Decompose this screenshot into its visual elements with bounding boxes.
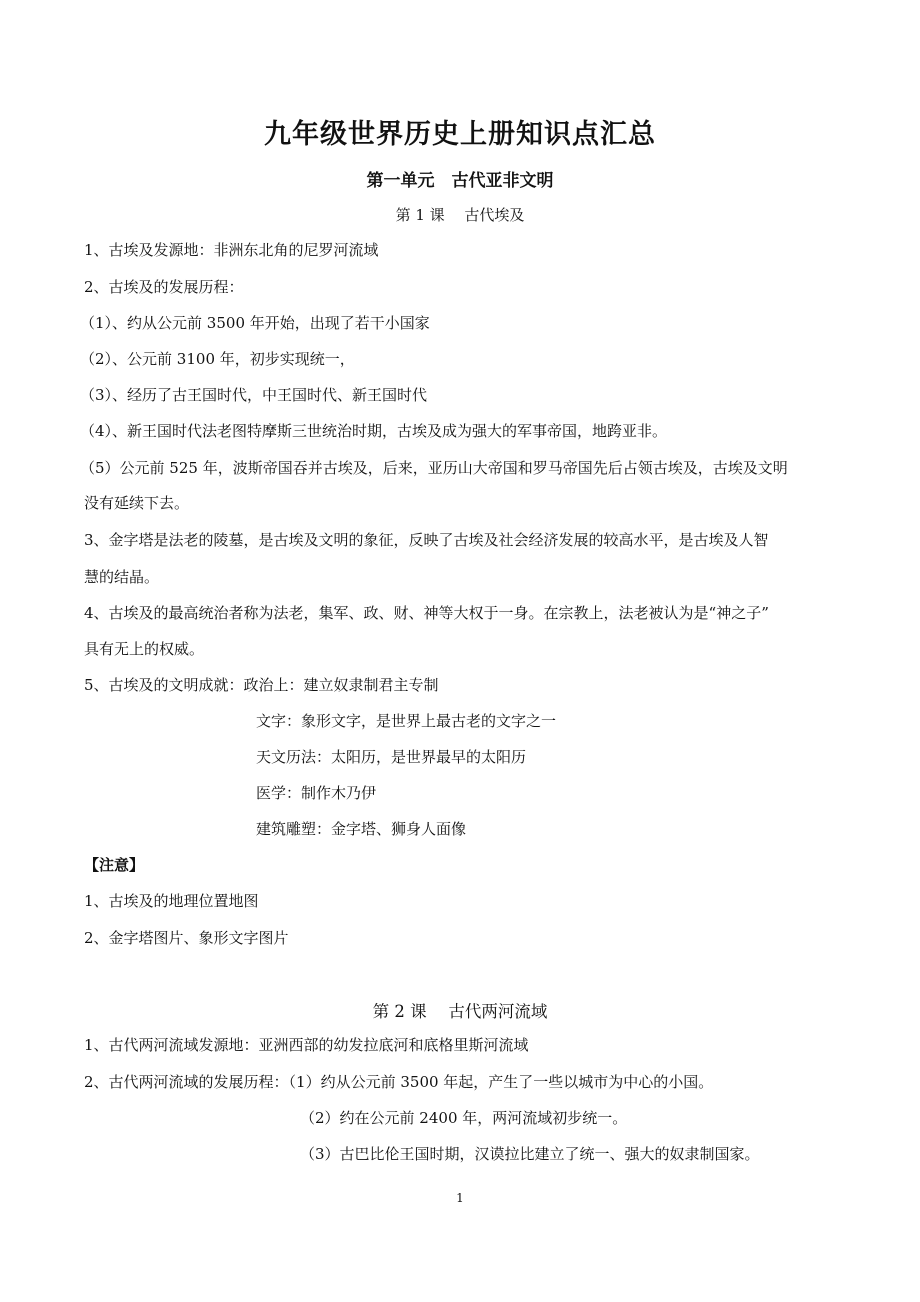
page-number: 1 — [456, 1191, 464, 1205]
paragraph-line: 1、古埃及发源地：非洲东北角的尼罗河流域 — [84, 241, 379, 259]
lesson-2-heading: 第 2 课 古代两河流域 — [372, 1002, 548, 1021]
paragraph-line: 没有延续下去。 — [84, 494, 190, 512]
paragraph-line: 1、古埃及的地理位置地图 — [84, 892, 259, 910]
paragraph-line: 2、金字塔图片、象形文字图片 — [84, 929, 289, 947]
note-heading: 【注意】 — [84, 856, 145, 874]
paragraph-line: （2）约在公元前 2400 年，两河流域初步统一。 — [300, 1109, 628, 1127]
paragraph-line: （3）、经历了古王国时代，中王国时代、新王国时代 — [80, 386, 428, 404]
paragraph-line: 慧的结晶。 — [84, 568, 160, 586]
paragraph-line: 1、古代两河流域发源地：亚洲西部的幼发拉底河和底格里斯河流域 — [84, 1036, 529, 1054]
paragraph-line: 2、古埃及的发展历程： — [84, 278, 244, 296]
paragraph-line: （5）公元前 525 年，波斯帝国吞并古埃及，后来，亚历山大帝国和罗马帝国先后占领古埃及，古埃及文明 — [80, 459, 788, 477]
paragraph-line: 4、古埃及的最高统治者称为法老，集军、政、财、神等大权于一身。在宗教上，法老被认为是“神之子” — [84, 604, 769, 622]
unit-heading: 第一单元 古代亚非文明 — [366, 171, 554, 191]
paragraph-line: （4）、新王国时代法老图特摩斯三世统治时期，古埃及成为强大的军事帝国，地跨亚非。 — [80, 422, 668, 440]
paragraph-line: 5、古埃及的文明成就：政治上：建立奴隶制君主专制 — [84, 676, 439, 694]
paragraph-line: 天文历法：太阳历，是世界最早的太阳历 — [256, 748, 527, 766]
paragraph-line: 医学：制作木乃伊 — [256, 784, 377, 802]
paragraph-line: 文字：象形文字，是世界上最古老的文字之一 — [256, 712, 557, 730]
document-title: 九年级世界历史上册知识点汇总 — [264, 119, 656, 150]
paragraph-line: （3）古巴比伦王国时期，汉谟拉比建立了统一、强大的奴隶制国家。 — [300, 1145, 760, 1163]
paragraph-line: 3、金字塔是法老的陵墓，是古埃及文明的象征，反映了古埃及社会经济发展的较高水平，是古埃及人智 — [84, 531, 769, 549]
paragraph-line: （1）、约从公元前 3500 年开始，出现了若干小国家 — [80, 314, 430, 332]
paragraph-line: 具有无上的权威。 — [84, 640, 205, 658]
paragraph-line: （2）、公元前 3100 年，初步实现统一， — [80, 350, 355, 368]
paragraph-line: 建筑雕塑：金字塔、狮身人面像 — [256, 820, 467, 838]
paragraph-line: 2、古代两河流域的发展历程：（1）约从公元前 3500 年起，产生了一些以城市为中心的小国。 — [84, 1073, 714, 1091]
lesson-1-heading: 第 1 课 古代埃及 — [395, 206, 525, 224]
